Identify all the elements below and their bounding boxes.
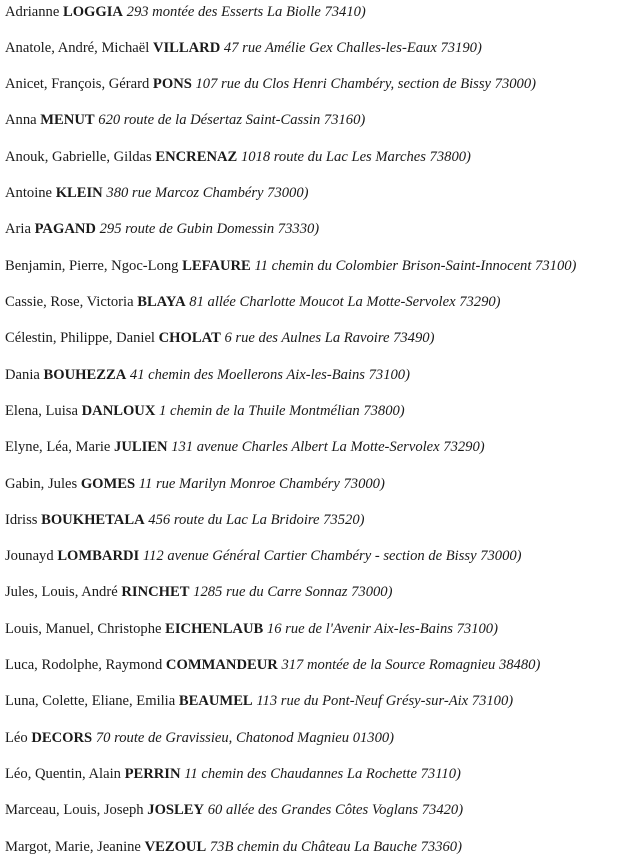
address: 380 rue Marcoz Chambéry 73000) bbox=[106, 185, 309, 201]
given-names: Idriss bbox=[5, 512, 38, 528]
list-item bbox=[5, 366, 410, 384]
surname: BOUKHETALA bbox=[41, 512, 145, 528]
list-item bbox=[5, 656, 540, 674]
given-names: Anicet, François, Gérard bbox=[5, 76, 150, 92]
list-item bbox=[5, 511, 364, 529]
given-names: Gabin, Jules bbox=[5, 476, 78, 492]
address: 41 chemin des Moellerons Aix-les-Bains 73100) bbox=[129, 367, 410, 383]
given-names: Elena, Luisa bbox=[5, 403, 78, 419]
address: 70 route de Gravissieu, Chatonod Magnieu 01300) bbox=[95, 730, 395, 746]
address: 317 montée de la Source Romagnieu 38480) bbox=[281, 657, 541, 673]
list-item bbox=[5, 402, 405, 420]
list-item bbox=[5, 475, 385, 493]
surname: PAGAND bbox=[34, 221, 96, 237]
given-names: Léo bbox=[5, 730, 28, 746]
given-names: Louis, Manuel, Christophe bbox=[5, 621, 162, 637]
surname: LEFAURE bbox=[182, 258, 251, 274]
address: 1285 rue du Carre Sonnaz 73000) bbox=[193, 584, 393, 600]
address: 16 rue de l'Avenir Aix-les-Bains 73100) bbox=[266, 621, 498, 637]
list-item bbox=[5, 148, 471, 166]
surname: EICHENLAUB bbox=[165, 621, 264, 637]
surname: ENCRENAZ bbox=[155, 149, 238, 165]
surname: MENUT bbox=[40, 112, 95, 128]
surname: BLAYA bbox=[137, 294, 186, 310]
given-names: Adrianne bbox=[5, 4, 60, 20]
address: 131 avenue Charles Albert La Motte-Servolex 73290) bbox=[171, 439, 485, 455]
surname: DANLOUX bbox=[81, 403, 156, 419]
given-names: Anna bbox=[5, 112, 37, 128]
list-item bbox=[5, 257, 576, 275]
given-names: Léo, Quentin, Alain bbox=[5, 766, 121, 782]
list-item bbox=[5, 329, 434, 347]
list-item bbox=[5, 729, 394, 747]
list-item bbox=[5, 620, 498, 638]
surname: JOSLEY bbox=[147, 802, 205, 818]
list-item bbox=[5, 39, 482, 57]
list-item bbox=[5, 293, 501, 311]
given-names: Célestin, Philippe, Daniel bbox=[5, 330, 155, 346]
given-names: Jounayd bbox=[5, 548, 54, 564]
address: 11 chemin du Colombier Brison-Saint-Innocent 73100) bbox=[254, 258, 577, 274]
surname: VILLARD bbox=[152, 40, 221, 56]
given-names: Antoine bbox=[5, 185, 53, 201]
list-item bbox=[5, 692, 513, 710]
given-names: Elyne, Léa, Marie bbox=[5, 439, 111, 455]
given-names: Luna, Colette, Eliane, Emilia bbox=[5, 693, 176, 709]
surname: PONS bbox=[152, 76, 192, 92]
given-names: Benjamin, Pierre, Ngoc-Long bbox=[5, 258, 179, 274]
surname: COMMANDEUR bbox=[165, 657, 278, 673]
given-names: Aria bbox=[5, 221, 31, 237]
list-item bbox=[5, 3, 366, 21]
address: 293 montée des Esserts La Biolle 73410) bbox=[126, 4, 366, 20]
given-names: Dania bbox=[5, 367, 40, 383]
address: 112 avenue Général Cartier Chambéry - section de Bissy 73000) bbox=[142, 548, 522, 564]
surname: LOGGIA bbox=[62, 4, 123, 20]
given-names: Jules, Louis, André bbox=[5, 584, 118, 600]
address: 11 chemin des Chaudannes La Rochette 73110) bbox=[184, 766, 461, 782]
surname: CHOLAT bbox=[158, 330, 221, 346]
list-item bbox=[5, 547, 522, 565]
surname: KLEIN bbox=[55, 185, 103, 201]
address: 295 route de Gubin Domessin 73330) bbox=[99, 221, 320, 237]
address: 6 rue des Aulnes La Ravoire 73490) bbox=[224, 330, 435, 346]
address: 107 rue du Clos Henri Chambéry, section de Bissy 73000) bbox=[195, 76, 536, 92]
surname: DECORS bbox=[31, 730, 93, 746]
given-names: Anatole, André, Michaël bbox=[5, 40, 150, 56]
address: 73B chemin du Château La Bauche 73360) bbox=[209, 839, 462, 855]
list-item bbox=[5, 111, 365, 129]
given-names: Margot, Marie, Jeanine bbox=[5, 839, 141, 855]
surname: BEAUMEL bbox=[178, 693, 253, 709]
address: 1 chemin de la Thuile Montmélian 73800) bbox=[159, 403, 405, 419]
address: 47 rue Amélie Gex Challes-les-Eaux 73190) bbox=[223, 40, 482, 56]
surname: VEZOUL bbox=[144, 839, 207, 855]
address: 113 rue du Pont-Neuf Grésy-sur-Aix 73100) bbox=[256, 693, 514, 709]
address: 60 allée des Grandes Côtes Voglans 73420) bbox=[207, 802, 464, 818]
address: 620 route de la Désertaz Saint-Cassin 73160) bbox=[98, 112, 366, 128]
list-item bbox=[5, 220, 319, 238]
given-names: Anouk, Gabrielle, Gildas bbox=[5, 149, 152, 165]
given-names: Cassie, Rose, Victoria bbox=[5, 294, 134, 310]
surname: PERRIN bbox=[124, 766, 181, 782]
surname: BOUHEZZA bbox=[43, 367, 127, 383]
list-item bbox=[5, 75, 536, 93]
list-item bbox=[5, 765, 461, 783]
address: 11 rue Marilyn Monroe Chambéry 73000) bbox=[138, 476, 385, 492]
list-item bbox=[5, 838, 462, 856]
list-item bbox=[5, 438, 485, 456]
list-item bbox=[5, 184, 309, 202]
list-item bbox=[5, 801, 463, 819]
address: 81 allée Charlotte Moucot La Motte-Servolex 73290) bbox=[189, 294, 501, 310]
surname: LOMBARDI bbox=[57, 548, 140, 564]
list-item bbox=[5, 583, 392, 601]
address: 456 route du Lac La Bridoire 73520) bbox=[148, 512, 365, 528]
given-names: Marceau, Louis, Joseph bbox=[5, 802, 144, 818]
surname: JULIEN bbox=[114, 439, 168, 455]
surname: GOMES bbox=[80, 476, 136, 492]
given-names: Luca, Rodolphe, Raymond bbox=[5, 657, 163, 673]
address: 1018 route du Lac Les Marches 73800) bbox=[240, 149, 471, 165]
surname: RINCHET bbox=[121, 584, 190, 600]
